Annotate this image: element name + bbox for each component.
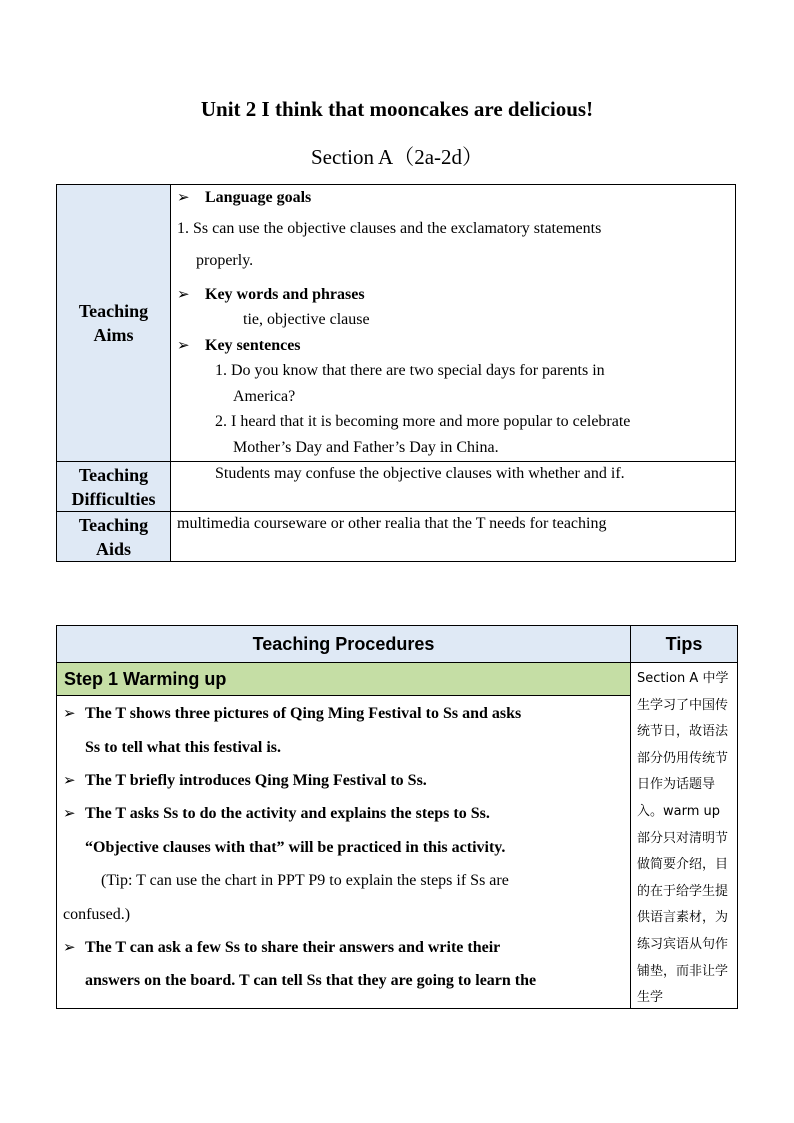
bullet-arrow-icon: ➢ [63, 804, 76, 823]
step-1-title: Step 1 Warming up [57, 663, 631, 696]
procedure-item-2: The T briefly introduces Qing Ming Festival to Ss. [85, 771, 427, 789]
key-sentence-2-line1: 2. I heard that it is becoming more and more popular to celebrate [215, 413, 631, 430]
tips-header: Tips [631, 626, 738, 663]
procedure-item-4-line2: answers on the board. T can tell Ss that they are going to learn the [85, 972, 537, 990]
bullet-arrow-icon: ➢ [63, 704, 76, 723]
language-goal-1-line1: 1. Ss can use the objective clauses and the exclamatory statements [177, 220, 602, 237]
teaching-aims-content [171, 185, 736, 462]
bullet-arrow-icon: ➢ [177, 285, 190, 303]
key-sentence-2-line2: Mother’s Day and Father’s Day in China. [233, 439, 499, 456]
bullet-arrow-icon: ➢ [63, 770, 76, 789]
procedure-item-1-line2: Ss to tell what this festival is. [85, 738, 281, 756]
procedure-tip-line1: (Tip: T can use the chart in PPT P9 to explain the steps if Ss are [101, 872, 509, 890]
teaching-difficulties-label-line1: Teaching [78, 464, 149, 485]
procedures-header: Teaching Procedures [57, 626, 631, 663]
teaching-difficulties-content [171, 462, 736, 512]
key-sentences-heading: Key sentences [205, 337, 301, 354]
teaching-aims-label [57, 185, 171, 462]
teaching-aids-text: multimedia courseware or other realia that the T needs for teaching [177, 515, 607, 532]
language-goal-1-line2: properly. [196, 252, 254, 269]
teaching-difficulties-label-line2: Difficulties [71, 488, 156, 509]
language-goals-heading: Language goals [205, 189, 312, 206]
key-sentence-1-line2: America? [233, 388, 296, 405]
procedure-item-3-line2: “Objective clauses with that” will be practiced in this activity. [85, 838, 506, 856]
teaching-aims-table [56, 184, 736, 562]
document-title: Unit 2 I think that mooncakes are delicious! [200, 97, 594, 121]
bullet-arrow-icon: ➢ [177, 188, 190, 206]
teaching-aids-label-line2: Aids [95, 538, 131, 559]
tips-cell [631, 663, 738, 1009]
procedure-item-4-line1: The T can ask a few Ss to share their answers and write their [85, 938, 501, 956]
procedure-item-3-line1: The T asks Ss to do the activity and explains the steps to Ss. [85, 805, 490, 823]
teaching-aids-label-line1: Teaching [78, 514, 149, 535]
key-words-text: tie, objective clause [243, 311, 370, 328]
teaching-difficulties-text: Students may confuse the objective clauses with whether and if. [215, 465, 625, 482]
procedure-tip-line2: confused.) [63, 905, 131, 923]
document-subtitle: Section A（2a-2d） [310, 145, 484, 169]
teaching-aims-label-text: Teaching Aims [78, 301, 149, 345]
step-1-content [57, 696, 631, 1009]
bullet-arrow-icon: ➢ [177, 336, 190, 354]
bullet-arrow-icon: ➢ [63, 937, 76, 956]
teaching-difficulties-label [57, 462, 171, 512]
teaching-aids-label [57, 512, 171, 562]
key-words-heading: Key words and phrases [205, 286, 365, 303]
procedure-item-1-line1: The T shows three pictures of Qing Ming Festival to Ss and asks [85, 705, 522, 723]
key-sentence-1-line1: 1. Do you know that there are two special days for parents in [215, 362, 605, 379]
teaching-aids-content [171, 512, 736, 562]
tips-text: Section A 中学生学习了中国传统节日，故语法部分仍用传统节日作为话题导入。warm up 部分只对清明节做简要介绍，目的在于给学生提供语言素材，为练习宾语从句作铺垫，而非让学生学 [637, 671, 729, 1006]
teaching-procedures-table [56, 625, 738, 1009]
